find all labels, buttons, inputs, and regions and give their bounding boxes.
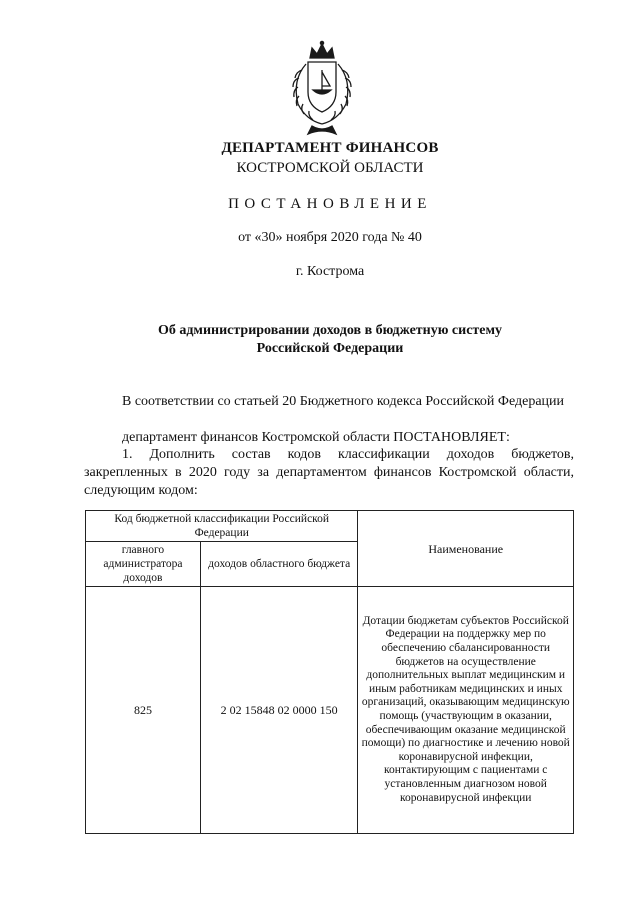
department-name: ДЕПАРТАМЕНТ ФИНАНСОВ <box>221 140 439 156</box>
header-regional-income: доходов областного бюджета <box>200 542 358 587</box>
table-header-row <box>86 511 574 542</box>
paragraph-legal-basis: В соответствии со статьей 20 Бюджетного кодекса Российской Федерации <box>122 394 565 409</box>
cell-income-name: Дотации бюджетам субъектов Российской Федерации на поддержку мер по обеспечению сбалансированности бюджетов на осуществление дополнительных выплат медицинским и иным работникам медицинских и иных организаций, оказывающим медицинскую помощь (участвующим в оказании, обеспечивающим оказание медицинской помощи) по диагностике и лечению новой коронавирусной инфекции, контактирующим с пациентами с установленным диагнозом новой коронавирусной инфекции <box>358 587 574 834</box>
coat-of-arms-icon <box>282 40 362 136</box>
cell-income-code: 2 02 15848 02 0000 150 <box>200 587 358 834</box>
budget-code-table <box>85 510 574 834</box>
document-city: г. Кострома <box>295 264 365 279</box>
department-region: КОСТРОМСКОЙ ОБЛАСТИ <box>236 160 424 176</box>
document-type: ПОСТАНОВЛЕНИЕ <box>228 196 432 212</box>
document-subject-line-1: Об администрировании доходов в бюджетную систему <box>157 323 503 338</box>
paragraph-resolves: департамент финансов Костромской области ПОСТАНОВЛЯЕТ: <box>122 430 510 445</box>
header-budget-classification: Код бюджетной классификации Российской Федерации <box>86 511 358 542</box>
paragraph-item-1: 1. Дополнить состав кодов классификации доходов бюджетов, закрепленных в 2020 году за департаментом финансов Костромской области, следующим кодом: <box>84 447 574 498</box>
header-name: Наименование <box>358 511 574 587</box>
document-date: от «30» ноября 2020 года № 40 <box>238 230 422 245</box>
header-chief-administrator: главного администратора доходов <box>86 542 201 587</box>
cell-admin-code: 825 <box>86 587 201 834</box>
document-subject-line-2: Российской Федерации <box>256 341 404 356</box>
table-row <box>86 587 574 834</box>
